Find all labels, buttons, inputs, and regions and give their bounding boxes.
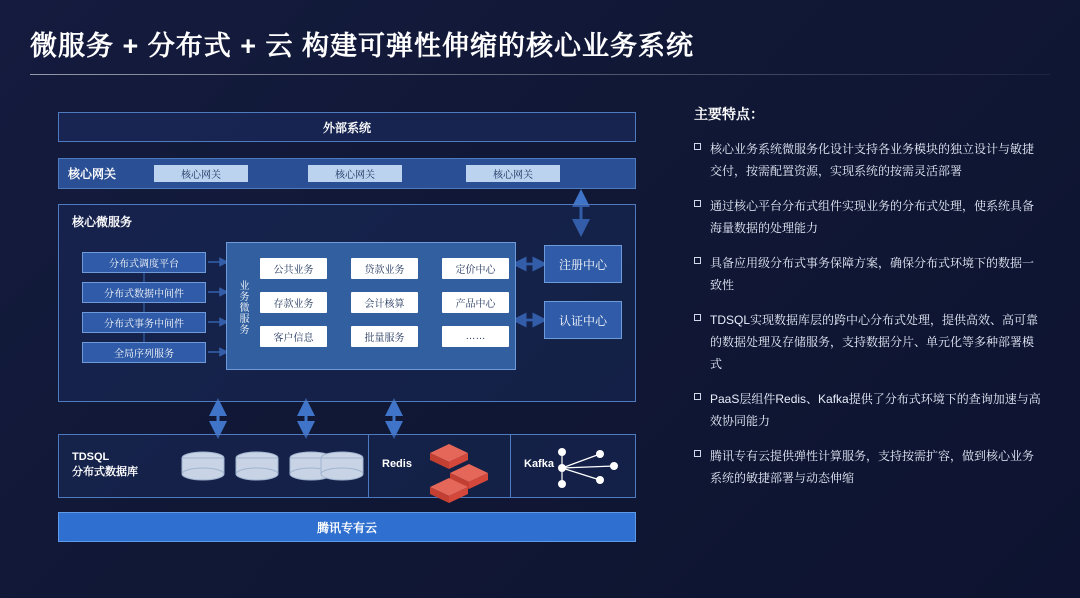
gateway-node-1: 核心网关 (154, 165, 248, 182)
component-data-middleware: 分布式数据中间件 (82, 282, 206, 303)
module-batch-service: 批量服务 (351, 326, 418, 347)
feature-text: 核心业务系统微服务化设计支持各业务模块的独立设计与敏捷交付，按需配置资源，实现系统的按需灵活部署 (710, 142, 1035, 178)
feature-text: 具备应用级分布式事务保障方案，确保分布式环境下的数据一致性 (710, 256, 1035, 292)
module-customer-info: 客户信息 (260, 326, 327, 347)
features-panel (694, 104, 1044, 502)
module-product-center: 产品中心 (442, 292, 509, 313)
features-heading: 主要特点： (694, 106, 764, 122)
registry-center-box: 注册中心 (544, 245, 622, 283)
tencent-private-cloud-band: 腾讯专有云 (58, 512, 636, 542)
module-public-business: 公共业务 (260, 258, 327, 279)
bullet-square-icon (694, 450, 701, 457)
storage-icons (58, 112, 636, 544)
feature-item (694, 138, 1044, 182)
module-pricing-center: 定价中心 (442, 258, 509, 279)
bullet-square-icon (694, 143, 701, 150)
feature-text: 通过核心平台分布式组件实现业务的分布式处理，使系统具备海量数据的处理能力 (710, 199, 1035, 235)
feature-item (694, 445, 1044, 489)
feature-text: PaaS层组件Redis、Kafka提供了分布式环境下的查询加速与高效协同能力 (710, 392, 1041, 428)
feature-item (694, 388, 1044, 432)
bullet-square-icon (694, 257, 701, 264)
gateway-band-label: 核心网关 (68, 167, 117, 181)
bullet-square-icon (694, 200, 701, 207)
component-global-sequence: 全局序列服务 (82, 342, 206, 363)
page-title: 微服务 + 分布式 + 云 构建可弹性伸缩的核心业务系统 (30, 31, 695, 61)
component-scheduling-platform: 分布式调度平台 (82, 252, 206, 273)
core-microservice-title: 核心微服务 (72, 215, 133, 229)
external-system-box: 外部系统 (58, 112, 636, 142)
feature-text: 腾讯专有云提供弹性计算服务，支持按需扩容，做到核心业务系统的敏捷部署与动态伸缩 (710, 449, 1035, 485)
module-deposit-business: 存款业务 (260, 292, 327, 313)
feature-item (694, 195, 1044, 239)
tdsql-label-line1: TDSQL (72, 451, 110, 463)
tdsql-label-line2: 分布式数据库 (72, 466, 138, 478)
auth-center-box: 认证中心 (544, 301, 622, 339)
title-divider (30, 74, 1050, 75)
module-accounting: 会计核算 (351, 292, 418, 313)
feature-item (694, 252, 1044, 296)
gateway-node-2: 核心网关 (308, 165, 402, 182)
kafka-label: Kafka (524, 458, 554, 470)
component-transaction-middleware: 分布式事务中间件 (82, 312, 206, 333)
module-more: …… (442, 326, 509, 347)
gateway-node-3: 核心网关 (466, 165, 560, 182)
business-microservice-label: 业务微服务 (237, 279, 248, 335)
feature-text: TDSQL实现数据库层的跨中心分布式处理，提供高效、高可靠的数据处理及存储服务，支持数据分片、单元化等多种部署模式 (710, 313, 1039, 371)
redis-label: Redis (382, 458, 412, 470)
bullet-square-icon (694, 393, 701, 400)
module-loan-business: 贷款业务 (351, 258, 418, 279)
bullet-square-icon (694, 314, 701, 321)
feature-item (694, 309, 1044, 375)
architecture-diagram (58, 112, 636, 544)
